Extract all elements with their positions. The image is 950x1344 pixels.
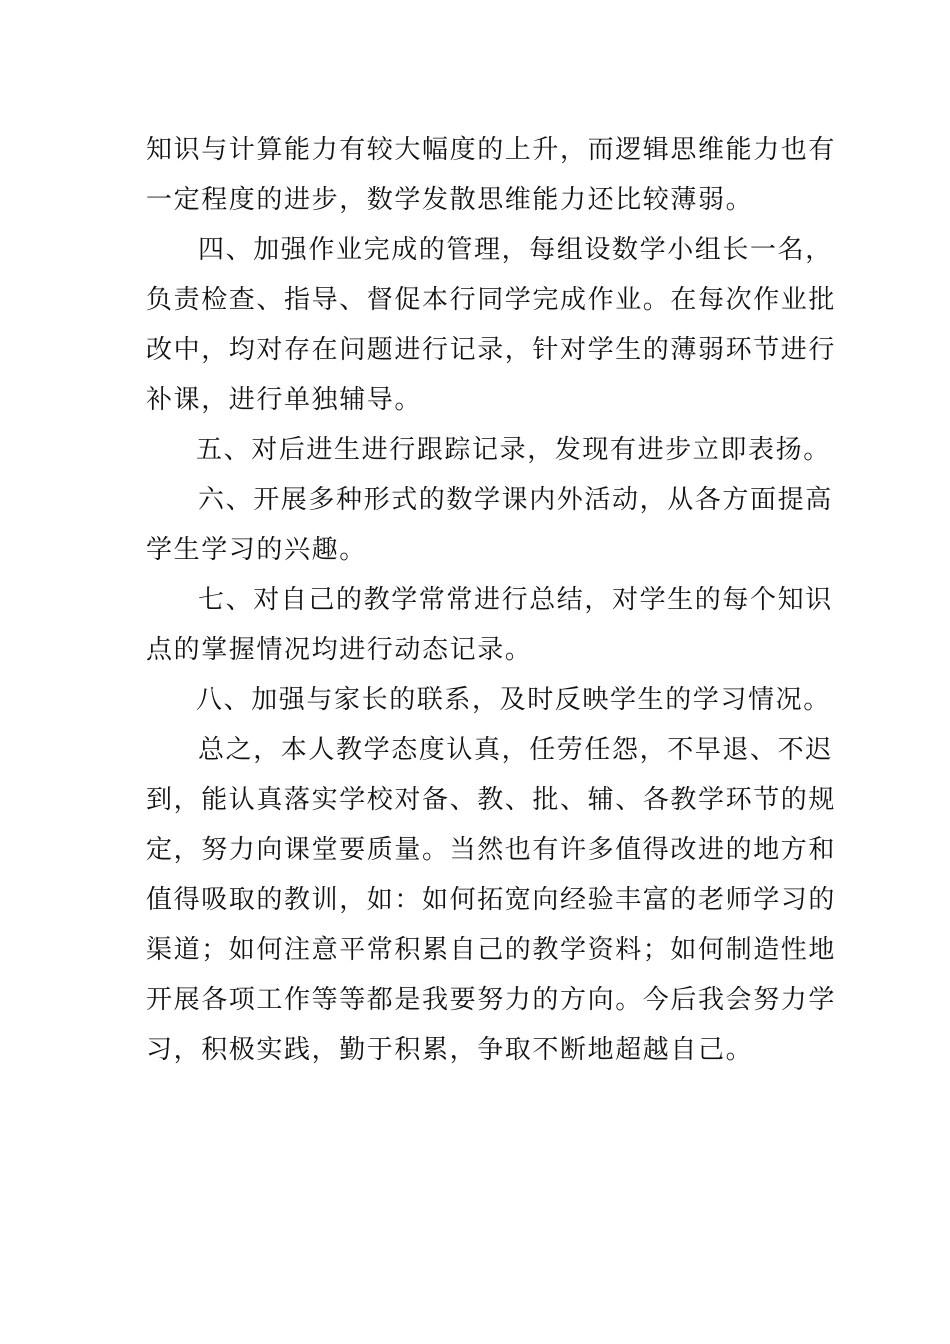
text-line: 补课，进行单独辅导。 <box>146 385 423 415</box>
text-line: 到，能认真落实学校对备、教、批、辅、各教学环节的规 <box>146 785 837 815</box>
paragraph-5-heading: 五、对后进生进行跟踪记录，发现有进步立即表扬。 <box>196 435 831 465</box>
text-line: 知识与计算能力有较大幅度的上升，而逻辑思维能力也有 <box>146 135 837 165</box>
paragraph-6-heading: 六、开展多种形式的数学课内外活动，从各方面提高 <box>198 485 833 515</box>
paragraph-7-heading: 七、对自己的教学常常进行总结，对学生的每个知识 <box>198 585 833 615</box>
summary-paragraph-start: 总之，本人教学态度认真，任劳任怨，不早退、不迟 <box>198 735 833 765</box>
text-line: 习，积极实践，勤于积累，争取不断地超越自己。 <box>146 1035 754 1065</box>
text-line: 渠道；如何注意平常积累自己的教学资料；如何制造性地 <box>146 935 837 965</box>
paragraph-8-heading: 八、加强与家长的联系，及时反映学生的学习情况。 <box>196 685 831 715</box>
text-line: 开展各项工作等等都是我要努力的方向。今后我会努力学 <box>146 985 837 1015</box>
text-line: 定，努力向课堂要质量。当然也有许多值得改进的地方和 <box>146 835 837 865</box>
text-line: 改中，均对存在问题进行记录，针对学生的薄弱环节进行 <box>146 335 837 365</box>
text-line: 负责检查、指导、督促本行同学完成作业。在每次作业批 <box>146 285 837 315</box>
text-line: 学生学习的兴趣。 <box>146 535 367 565</box>
paragraph-4-heading: 四、加强作业完成的管理，每组设数学小组长一名， <box>198 235 833 265</box>
text-line: 一定程度的进步，数学发散思维能力还比较薄弱。 <box>146 185 754 215</box>
text-line: 点的掌握情况均进行动态记录。 <box>146 635 533 665</box>
text-line: 值得吸取的教训，如：如何拓宽向经验丰富的老师学习的 <box>146 885 837 915</box>
